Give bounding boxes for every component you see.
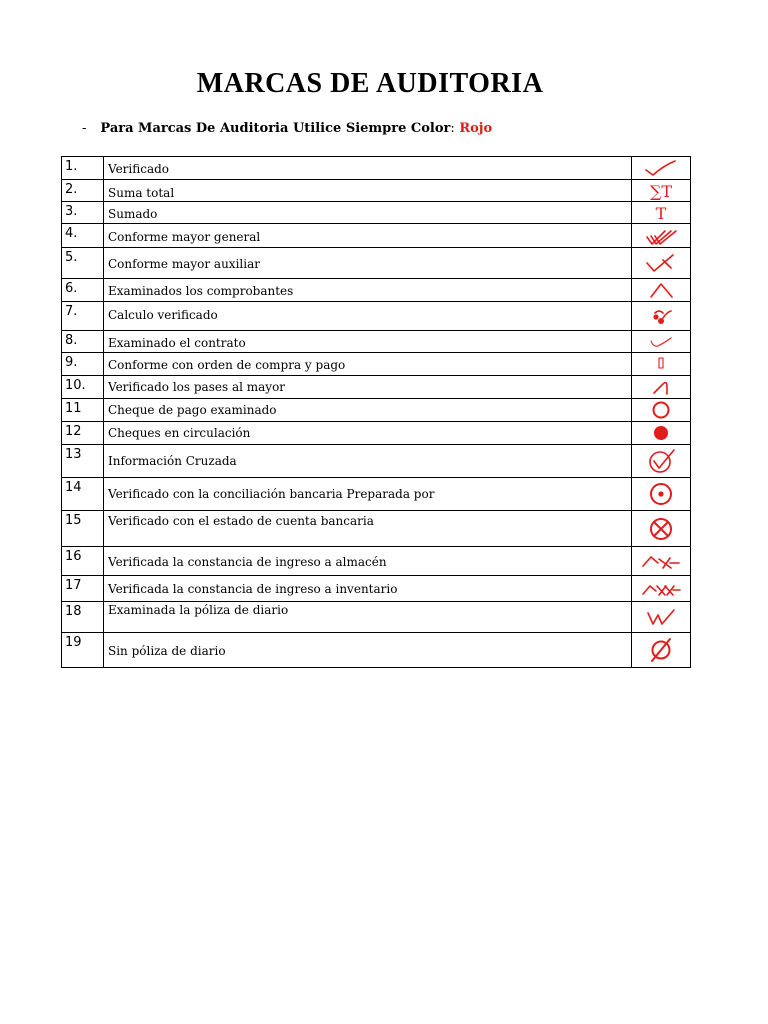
- table-row: [62, 376, 691, 399]
- row-label: Suma total: [108, 186, 175, 200]
- circled-check-icon: [641, 446, 681, 476]
- row-label: Verificado con el estado de cuenta bancaria: [108, 514, 374, 528]
- row-label: Cheque de pago examinado: [108, 403, 277, 417]
- row-number: 10.: [65, 378, 86, 393]
- small-rectangle-icon: [641, 354, 681, 374]
- table-row: [62, 422, 691, 445]
- caret-icon: [641, 280, 681, 300]
- triple-check-icon: [641, 225, 681, 247]
- filled-circle-icon: [641, 423, 681, 443]
- row-number: 6.: [65, 281, 78, 296]
- row-number: 18: [65, 604, 82, 619]
- table-row: [62, 353, 691, 376]
- row-label: Verificado con la conciliación bancaria Preparada por: [108, 487, 435, 501]
- dots-check-icon: [641, 304, 681, 328]
- circle-icon: [641, 400, 681, 420]
- table-row: [62, 478, 691, 511]
- row-label: Verificado: [108, 162, 170, 176]
- row-label: Sin póliza de diario: [108, 644, 226, 658]
- row-label: Información Cruzada: [108, 454, 237, 468]
- row-label: Conforme con orden de compra y pago: [108, 358, 346, 372]
- t-icon: [641, 203, 681, 223]
- table-row: [62, 202, 691, 224]
- row-label: Sumado: [108, 207, 158, 221]
- table-row: [62, 576, 691, 602]
- row-number: 17: [65, 578, 82, 593]
- row-label: Verificado los pases al mayor: [108, 380, 286, 394]
- table-row: [62, 331, 691, 353]
- row-label: Verificada la constancia de ingreso a inventario: [108, 582, 398, 596]
- row-number: 3.: [65, 204, 78, 219]
- table-row: [62, 445, 691, 478]
- row-label: Calculo verificado: [108, 308, 218, 322]
- row-number: 2.: [65, 182, 78, 197]
- table-row: [62, 602, 691, 633]
- row-number: 19: [65, 635, 82, 650]
- small-check-icon: [641, 332, 681, 352]
- color-word: Rojo: [459, 121, 493, 136]
- circled-x-icon: [641, 513, 681, 545]
- row-number: 12: [65, 424, 82, 439]
- row-number: 5.: [65, 250, 78, 265]
- row-number: 1.: [65, 159, 78, 174]
- row-label: Verificada la constancia de ingreso a almacén: [108, 555, 387, 569]
- instruction-text: Para Marcas De Auditoria Utilice Siempre Color: [100, 121, 451, 136]
- row-label: Examinado el contrato: [108, 336, 246, 350]
- table-row: [62, 633, 691, 668]
- row-number: 8.: [65, 333, 78, 348]
- page-title: MARCAS DE AUDITORIA: [196, 68, 544, 99]
- svg-text:T: T: [655, 203, 667, 223]
- table-row: [62, 180, 691, 202]
- row-number: 14: [65, 480, 82, 495]
- table-row: [62, 511, 691, 547]
- bullet-dash: -: [82, 121, 87, 136]
- row-number: 15: [65, 513, 82, 528]
- row-label: Cheques en circulación: [108, 426, 251, 440]
- sigma-t-icon: [641, 181, 681, 201]
- table-row: [62, 279, 691, 302]
- row-label: Examinados los comprobantes: [108, 284, 294, 298]
- table-row: [62, 224, 691, 248]
- table-row: [62, 302, 691, 331]
- row-number: 11: [65, 401, 82, 416]
- table-row: [62, 248, 691, 279]
- row-number: 16: [65, 549, 82, 564]
- row-label: Conforme mayor auxiliar: [108, 257, 260, 271]
- audit-marks-table: [61, 156, 691, 668]
- empty-set-icon: [641, 636, 681, 664]
- instruction-line: [82, 121, 492, 136]
- check-mark-icon: [641, 158, 681, 178]
- row-label: Conforme mayor general: [108, 230, 261, 244]
- w-check-icon: [641, 605, 681, 629]
- check-cross-icon: [641, 251, 681, 275]
- table-row: [62, 157, 691, 180]
- row-number: 9.: [65, 355, 78, 370]
- row-number: 13: [65, 447, 82, 462]
- row-number: 7.: [65, 304, 78, 319]
- circled-dot-icon: [641, 479, 681, 509]
- row-number: 4.: [65, 226, 78, 241]
- hook-icon: [641, 377, 681, 397]
- table-row: [62, 399, 691, 422]
- instruction-colon: :: [450, 121, 455, 136]
- caret-double-x-icon: [639, 578, 683, 600]
- table-row: [62, 547, 691, 576]
- caret-x-icon: [639, 549, 683, 573]
- svg-text:∑T: ∑T: [649, 181, 673, 201]
- row-label: Examinada la póliza de diario: [108, 603, 289, 617]
